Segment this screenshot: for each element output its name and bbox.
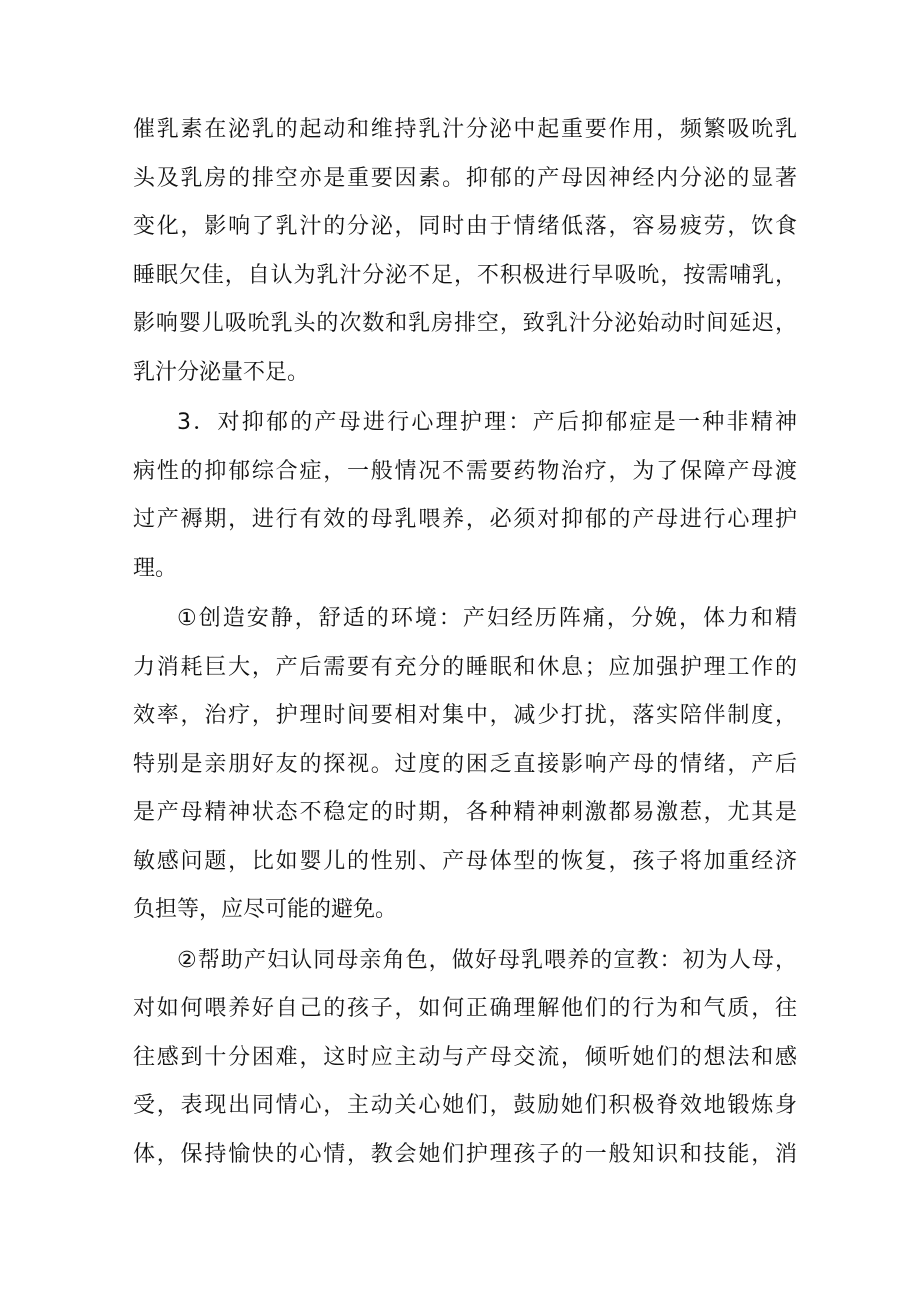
text-line: 是产母精神状态不稳定的时期，各种精神刺激都易激惹，尤其是	[133, 800, 797, 825]
text-line: ①创造安静，舒适的环境：产妇经历阵痛，分娩，体力和精	[177, 606, 797, 631]
text-line: 敏感问题，比如婴儿的性别、产母体型的恢复，孩子将加重经济	[133, 848, 797, 874]
text-line: 病性的抑郁综合症，一般情况不需要药物治疗，为了保障产母渡	[133, 458, 797, 484]
text-line: 负担等，应尽可能的避免。	[133, 897, 398, 922]
text-line: 体，保持愉快的心情，教会她们护理孩子的一般知识和技能，消	[133, 1141, 797, 1167]
text-line: 睡眠欠佳，自认为乳汁分泌不足，不积极进行早吸吮，按需哺乳，	[133, 262, 797, 288]
text-line: 催乳素在泌乳的起动和维持乳汁分泌中起重要作用，频繁吸吮乳	[133, 117, 797, 142]
text-line: 头及乳房的排空亦是重要因素。抑郁的产母因神经内分泌的显著	[133, 165, 797, 191]
text-line: 往感到十分困难，这时应主动与产母交流，倾听她们的想法和感	[133, 1044, 797, 1070]
text-line: 变化，影响了乳汁的分泌，同时由于情绪低落，容易疲劳，饮食	[133, 214, 797, 239]
text-line: 效率，治疗，护理时间要相对集中，减少打扰，落实陪伴制度，	[133, 703, 797, 728]
text-line: 理。	[133, 555, 178, 581]
text-line: 受，表现出同情心，主动关心她们，鼓励她们积极脊效地锻炼身	[133, 1093, 797, 1118]
text-line: 乳汁分泌量不足。	[133, 359, 310, 385]
text-line: ②帮助产妇认同母亲角色，做好母乳喂养的宣教：初为人母，	[177, 947, 797, 973]
text-line: 过产褥期，进行有效的母乳喂养，必须对抑郁的产母进行心理护	[133, 507, 797, 532]
paragraph	[133, 106, 797, 397]
paragraph	[133, 595, 797, 935]
paragraph	[133, 399, 797, 593]
text-line: 影响婴儿吸吮乳头的次数和乳房排空，致乳汁分泌始动时间延迟，	[133, 311, 797, 336]
document-body	[133, 106, 797, 1181]
text-line: 对如何喂养好自己的孩子，如何正确理解他们的行为和气质，往	[133, 996, 797, 1021]
text-line: 3．对抑郁的产母进行心理护理：产后抑郁症是一种非精神	[177, 410, 797, 435]
paragraph	[133, 937, 797, 1180]
text-line: 力消耗巨大，产后需要有充分的睡眠和休息；应加强护理工作的	[133, 654, 797, 680]
text-line: 特别是亲朋好友的探视。过度的困乏直接影响产母的情绪，产后	[133, 751, 797, 777]
